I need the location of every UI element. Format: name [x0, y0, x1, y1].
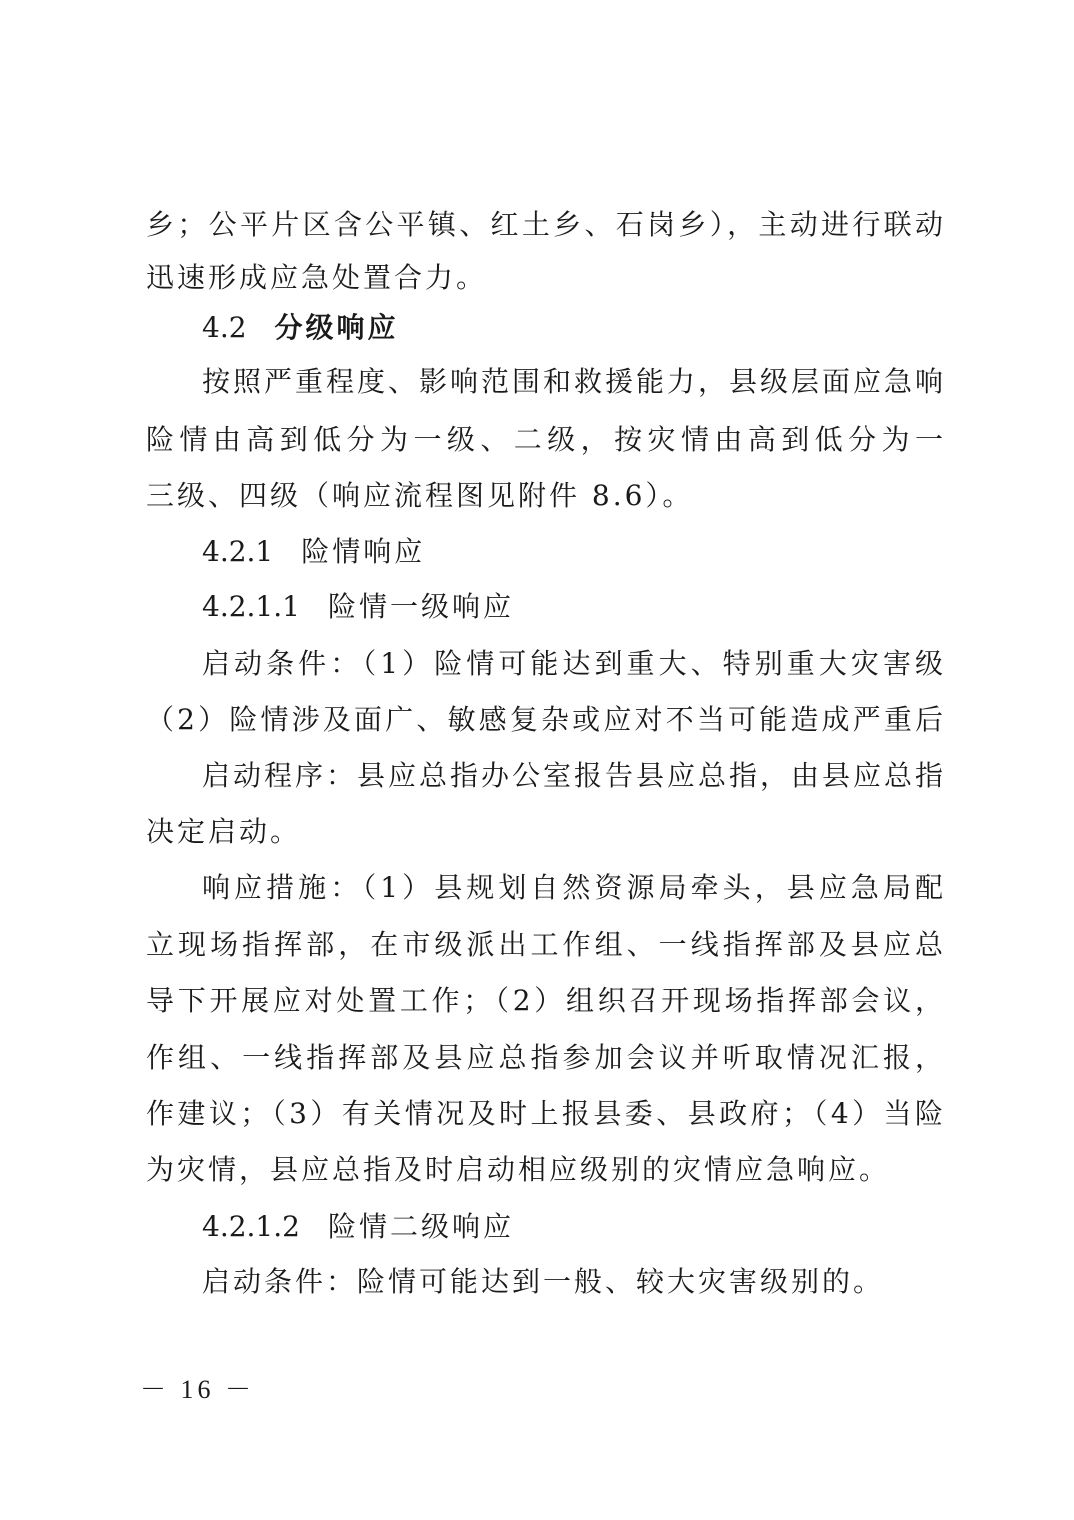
paragraph-line: 乡；公平片区含公平镇、红土乡、石岗乡），主动进行联动 — [146, 208, 946, 241]
paragraph-line: 作建议；（3）有关情况及时上报县委、县政府；（4）当险 — [146, 1097, 946, 1130]
section-title: 险情二级响应 — [327, 1210, 514, 1243]
paragraph-line: 启动条件：险情可能达到一般、较大灾害级别的。 — [202, 1265, 885, 1298]
section-number: 4.2.1.1 — [202, 590, 300, 623]
section-number: 4.2 — [202, 311, 247, 344]
section-title: 险情响应 — [301, 535, 426, 568]
paragraph-line: 三级、四级（响应流程图见附件 8.6）。 — [146, 479, 694, 512]
paragraph-line: 导下开展应对处置工作；（2）组织召开现场指挥部会议， — [146, 984, 946, 1017]
section-heading-4-2 — [202, 308, 946, 348]
page-number: － 16 － — [140, 1375, 256, 1404]
paragraph-line: 迅速形成应急处置合力。 — [146, 261, 488, 294]
paragraph-line: 险情由高到低分为一级、二级，按灾情由高到低分为一 — [146, 423, 946, 456]
paragraph-line: 立现场指挥部，在市级派出工作组、一线指挥部及县应总 — [146, 928, 946, 961]
section-number: 4.2.1 — [202, 535, 274, 568]
paragraph-line: 响应措施：（1）县规划自然资源局牵头，县应急局配 — [202, 871, 946, 904]
paragraph-line: 作组、一线指挥部及县应总指参加会议并听取情况汇报， — [146, 1041, 946, 1074]
paragraph-line: 为灾情，县应总指及时启动相应级别的灾情应急响应。 — [146, 1153, 891, 1186]
section-heading-4-2-1-2 — [202, 1207, 946, 1247]
paragraph-line: 决定启动。 — [146, 815, 302, 848]
section-heading-4-2-1 — [202, 532, 946, 572]
paragraph-line: 启动程序：县应总指办公室报告县应总指，由县应总指 — [202, 759, 946, 792]
paragraph-line: 启动条件：（1）险情可能达到重大、特别重大灾害级 — [202, 647, 946, 680]
section-title: 分级响应 — [274, 311, 399, 344]
section-number: 4.2.1.2 — [202, 1210, 300, 1243]
paragraph-line: 按照严重程度、影响范围和救援能力，县级层面应急响 — [202, 365, 946, 398]
section-heading-4-2-1-1 — [202, 587, 946, 627]
section-title: 险情一级响应 — [327, 590, 514, 623]
paragraph-line: （2）险情涉及面广、敏感复杂或应对不当可能造成严重后 — [146, 703, 946, 736]
